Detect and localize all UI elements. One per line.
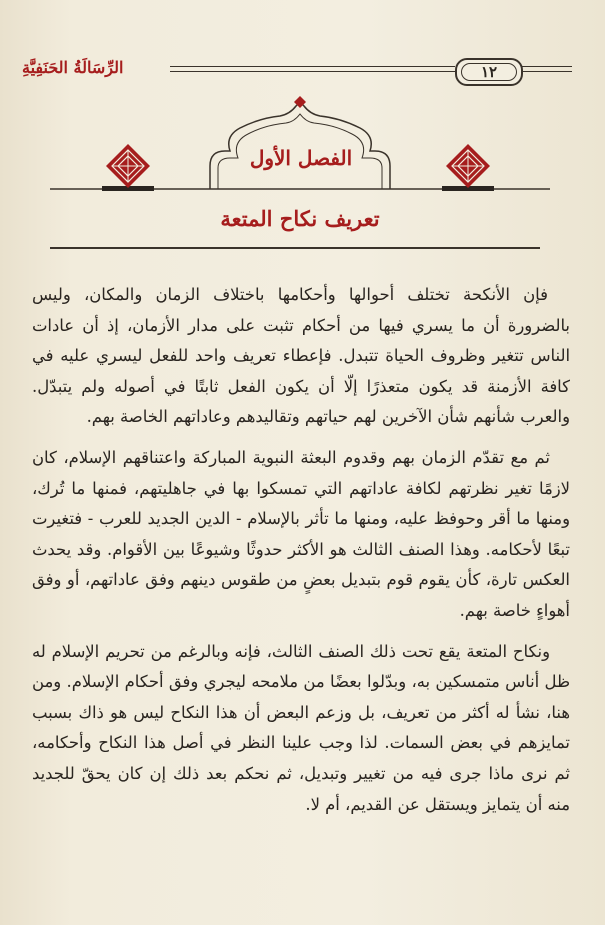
- section-title: تعريف نكاح المتعة: [220, 206, 380, 231]
- header-rule: [170, 66, 455, 67]
- running-header-title: الرِّسَالَةُ الحَنَفِيَّةِ: [22, 58, 124, 77]
- page-number-frame: [455, 58, 523, 86]
- body-text: [32, 280, 570, 830]
- chapter-label: الفصل الأول: [249, 146, 353, 170]
- header-rule: [520, 66, 572, 67]
- right-diamond-icon: [446, 144, 490, 188]
- left-diamond-icon: [106, 144, 150, 188]
- paragraph: فإن الأنكحة تختلف أحوالها وأحكامها باختلاف الزمان والمكان، وليس بالضرورة أن ما يسري فيها من أحكام تثبت على مدار الأزمان، إذ أن عادات الناس تتغير وظروف الحياة تتبدل. فإعطاء تعريف واحد للفعل ليسري عليه في كافة الأزمنة قد يكون متعذرًا إلّا أن يكون الفعل ثابتًا في أصوله ولم يتبدّل. والعرب شأنهم شأن الآخرين لهم حياتهم وتقاليدهم وعاداتهم الخاصة بهم.: [32, 285, 570, 427]
- title-underline: [50, 247, 540, 249]
- paragraph: ونكاح المتعة يقع تحت ذلك الصنف الثالث، فإنه وبالرغم من تحريم الإسلام له ظل أناس متمسكين به، وبدّلوا بعضًا من ملامحه ليجري وفق أحكام الإسلام. ومن هنا، نشأ له أكثر من تعريف، بل وزعم البعض أن هذا النكاح ليس هو ذاك بسبب تمايزهم في بعض السمات. لذا وجب علينا النظر في أصل هذا النكاح وأحكامه، ثم نرى ماذا جرى فيه من تغيير وتبديل، ثم نحكم بعد ذلك إن كان يحقّ للجديد منه أن يتمايز ويستقل عن القديم، أم لا.: [32, 641, 570, 814]
- header-rule: [520, 71, 572, 72]
- page-number: ١٢: [461, 63, 517, 81]
- header-rule: [170, 71, 455, 72]
- paragraph: ثم مع تقدّم الزمان بهم وقدوم البعثة النبوية المباركة واعتناقهم الإسلام، كان لازمًا تغير نظرتهم لكافة عاداتهم التي تمسكوا بها في جاهليتهم، فمنها ما تُرك، ومنها ما أقر وحوفظ عليه، ومنها ما تأثر بالإسلام - الدين الجديد للعرب - فتغيرت تبعًا لأحكامه. وهذا الصنف الثالث هو الأكثر حدوثًا وشيوعًا بين الأقوام. وقد يحدث العكس تارة، كأن يقوم قوم بتبديل بعضٍ من طقوس دينهم وفق عاداتهم، أو وفق أهواءٍ خاصة بهم.: [32, 447, 570, 620]
